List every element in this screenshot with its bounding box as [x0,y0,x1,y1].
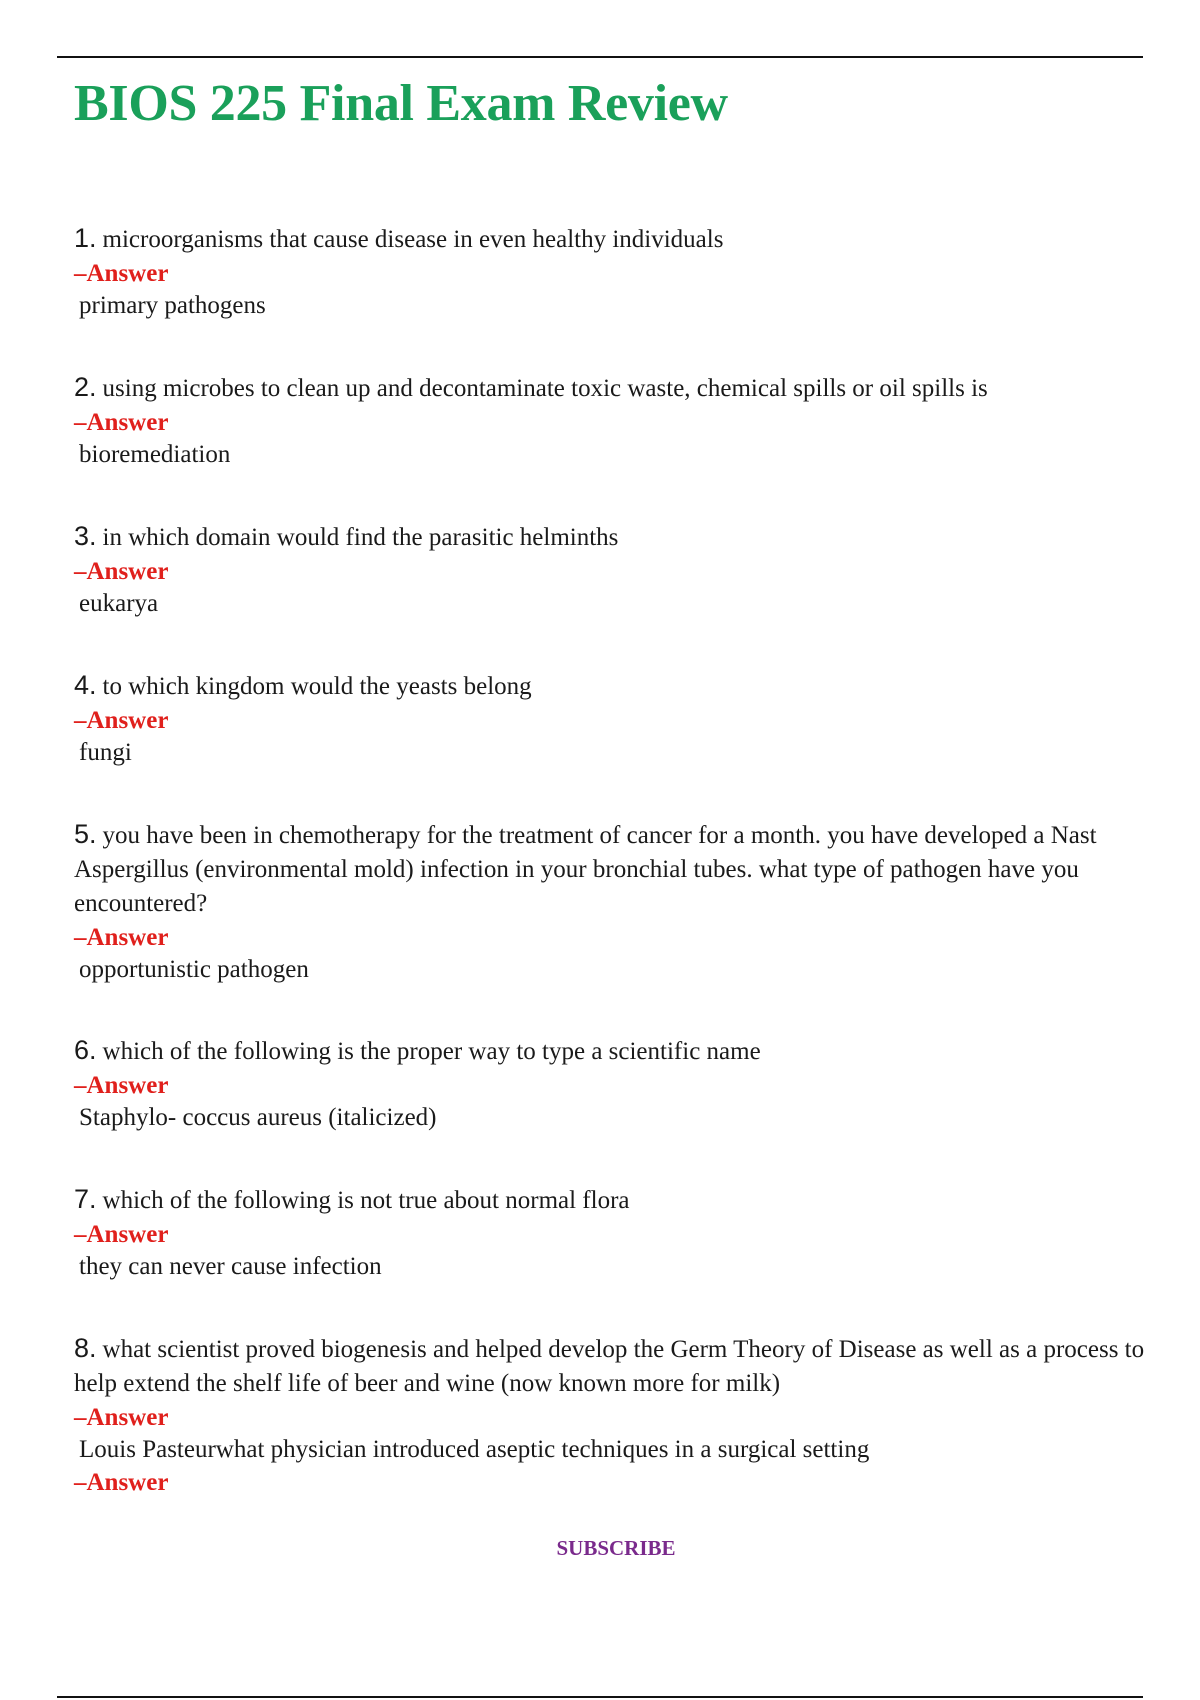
question-text [74,221,1164,257]
answer-label: –Answer [74,1221,169,1248]
answer-label: –Answer [74,409,169,436]
question-item-1 [74,221,1164,322]
question-item-2 [74,370,1164,471]
question-number: 8. [74,1333,97,1363]
trailing-answer-label: –Answer [74,1469,169,1496]
answer-text: they can never cause infection [79,1253,382,1280]
answer-label: –Answer [74,1072,169,1099]
question-text [74,1331,1164,1401]
subscribe-link[interactable]: SUBSCRIBE [556,1536,676,1560]
answer-text: fungi [79,739,132,766]
question-body: to which kingdom would the yeasts belong [102,673,532,700]
answer-label: –Answer [74,924,169,951]
question-item-5 [74,817,1164,986]
answer-text: primary pathogens [79,292,266,319]
answer-text: Staphylo- coccus aureus (italicized) [79,1104,437,1131]
question-item-8 [74,1331,1164,1499]
question-item-3 [74,519,1164,620]
question-number: 3. [74,521,97,551]
answer-text: eukarya [79,590,159,617]
question-body: what scientist proved biogenesis and helped develop the Germ Theory of Disease as well as a process to help extend the shelf life of beer and wine (now known more for milk) [74,1336,1145,1397]
question-body: you have been in chemotherapy for the treatment of cancer for a month. you have developed a Nast Aspergillus (environmental mold) infection in your bronchial tubes. what type of pathogen have you encountered? [74,822,1097,917]
question-body: microorganisms that cause disease in even healthy individuals [102,226,724,253]
answer-label: –Answer [74,558,169,585]
top-rule [57,56,1143,58]
question-number: 1. [74,223,97,253]
bottom-rule [57,1696,1143,1698]
question-number: 2. [74,372,97,402]
question-item-6 [74,1033,1164,1134]
question-text [74,668,1164,704]
question-text [74,370,1164,406]
answer-text: opportunistic pathogen [79,956,309,983]
answer-label: –Answer [74,707,169,734]
page-title: BIOS 225 Final Exam Review [74,75,728,132]
answer-text: Louis Pasteurwhat physician introduced aseptic techniques in a surgical setting [79,1436,870,1463]
question-body: which of the following is not true about normal flora [102,1187,630,1214]
question-text [74,1033,1164,1069]
question-item-4 [74,668,1164,769]
answer-label: –Answer [74,1404,169,1431]
question-body: using microbes to clean up and decontaminate toxic waste, chemical spills or oil spills is [102,375,988,402]
question-number: 5. [74,819,97,849]
question-text [74,817,1164,921]
question-body: which of the following is the proper way to type a scientific name [102,1038,761,1065]
question-number: 4. [74,670,97,700]
question-number: 7. [74,1184,97,1214]
question-number: 6. [74,1035,97,1065]
question-text [74,1182,1164,1218]
question-text [74,519,1164,555]
answer-label: –Answer [74,260,169,287]
question-item-7 [74,1182,1164,1283]
answer-text: bioremediation [79,441,231,468]
question-body: in which domain would find the parasitic helminths [102,524,619,551]
